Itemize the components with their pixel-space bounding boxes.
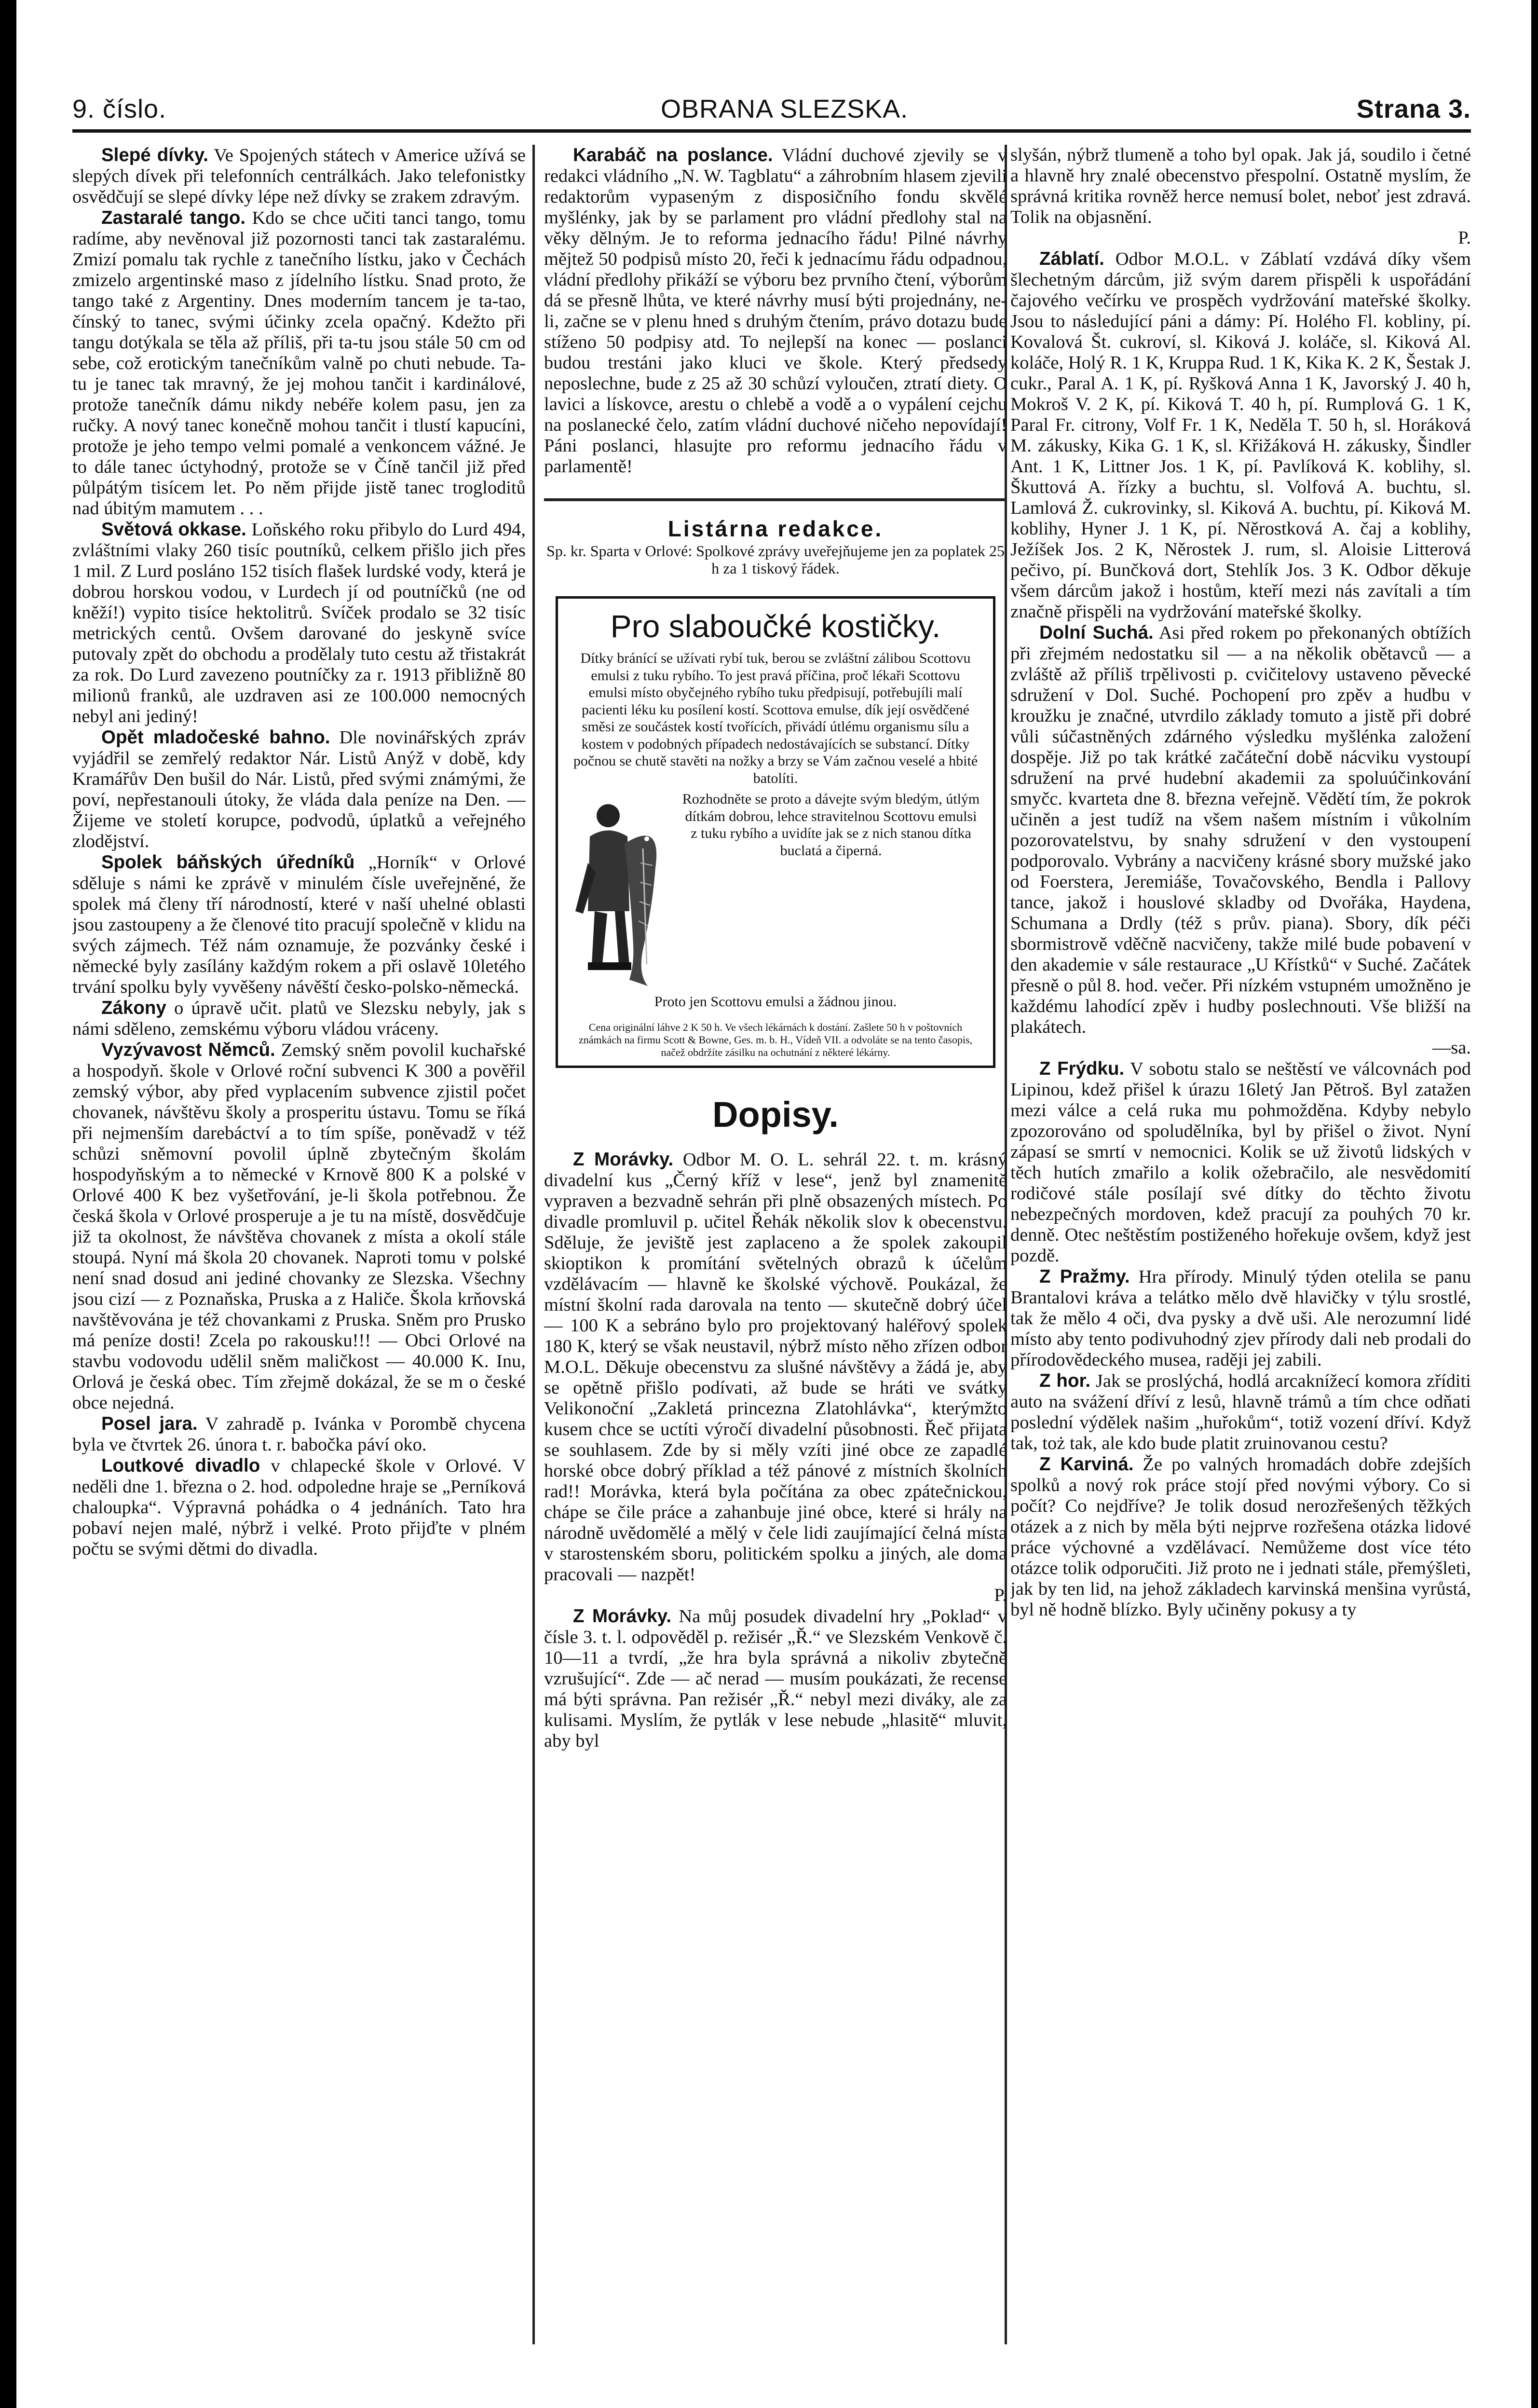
article	[72, 519, 526, 727]
article-headline: Karabáč na poslance.	[573, 145, 773, 165]
ad-illustration-row	[571, 791, 980, 993]
article-body: v chlapecké škole v Orlové. V neděli dne 1. března o 2. hod. odpoledne hraje se „Perníková chaloupka“. Výpravná pohádka o 4 jednáních. Tato hra pobaví nejen malé, nýbrž i velké. Proto přijďte v plném počtu se svými dětmi do divadla.	[72, 1456, 526, 1559]
article	[72, 852, 526, 998]
article-body: „Horník“ v Orlové sděluje s námi ke zprávě v minulém čísle uveřejněné, že spolek má členy tří národností, které v naší uhelné oblasti jsou zastoupeny a že členové tito pracují společně v klidu na svých zájmech. Též nám oznamuje, že pozvánky české i německé byly zasílány každým rokem a při oslavě 10letého trvání spolku byly vyvěšeny návěští česko-polsko-německá.	[72, 852, 526, 997]
article-headline: Zastaralé tango.	[101, 207, 246, 228]
article	[72, 1040, 526, 1413]
article-body: Asi před rokem po překonaných obtížích při zřejmém nedostatku sil — a na několik obětavců — a zvláště až příliš trpělivosti p. cvičitelovy ustaveno pěvecké sdružení v Dol. Suché. Pochopení pro zpěv a hudbu v kroužku je značné, utvrdilo základy tomuto a jistě při dobré vůli súčastněných zdárného výsledku myšlénka založení dospěje. Již po tak krátké začáteční době nácviku vystoupí sdružení na prvé hudební akademii za spoluúčinkování smyčc. kvarteta dne 8. března veřejně. Vědětí tím, že pokrok učiněn a jest tudíž na všem našem místním i vůkolním pozorovatelstvu, by snahy sdružení v den vystoupení podporovalo. Vybrány a nacvičeny krásné sbory mužské jako od Foerstera, Jeremiáše, Tovačovského, Bendla i Pallovy tance, jakož i houslové skladby od Dvořáka, Haydena, Schumana a Drdly (též s prův. piana). Sbory, dík péči sbormistrově vděčně nacvičeny, takže milé bude pobavení v den akademie v sále restaurace „U Křístků“ v Suché. Začátek přesně o půl 8. hod. večer. Při nízkém vstupném umožněno je každému lahodící zpěv i hudby poslechnouti. Vše bližší na plakátech.	[1010, 623, 1471, 1037]
article-body: slyšán, nýbrž tlumeně a toho byl opak. Jak já, soudilo i četné a hlavně hry znalé obecenstvo přespolní. Ostatně myslím, že správná kritika rovněž herce nemusí bolet, neboť jest zdravá. Tolik na objasnění.	[1010, 145, 1471, 227]
article-headline: Z Morávky.	[573, 1605, 672, 1627]
article-body: Odbor M. O. L. sehrál 22. t. m. krásný divadelní kus „Černý kříž v lese“, jenž byl znamenitě vypraven a bezvadně sehrán při plně obsazených místech. Po divadle promluvil p. učitel Řehák několik slov k obecenstvu. Sděluje, že jeviště jest zaplaceno a že spolek zakoupil skioptikon k promítání světelných obrazů k účelům vzdělávacím — hlavně ke školské výchově. Poukázal, že místní školní rada darovala na tento — skutečně dobrý účel — 100 K a sebráno bylo pro projektovaný haléřový spolek 180 K, který se však neustavil, nýbrž místo něho zřízen odbor M.O.L. Děkuje obecenstvu za slušné návštěvy a žádá je, aby se opětně přišlo podívati, až bude se hráti ve svátky Velikonoční „Zakletá princezna Zlatohlávka“, kterýmžto kusem chce se uctíti výročí divadelní působnosti. Řeč přijata se souhlasem. Zde by si měly vzíti jiné obce ze zapadlé horské obce dobrý příklad a též pánové z místních školních rad!! Morávka, která byla počítána za obec zpátečnickou, chápe se čile práce a zahanbuje jiné obce, které si hrály na národně uvědomělé a mělý v čele lidi zaujímající čelná místa v starostenském sboru, politickém spolku a jiných, ale doma pracovali — nazpět!	[544, 1149, 1007, 1585]
article-headline: Z Frýdku.	[1039, 1058, 1125, 1079]
ad-fine-print: Cena originální láhve 2 K 50 h. Ve všech lékárnách k dostání. Zašlete 50 h v poštovních známkách na firmu Scott & Bowne, Ges. m. b. H., Vídeň VII. a odvoláte se na tento časopis, načež obdržíte zásilku na ochutnání z některé lékárny.	[578, 1021, 973, 1058]
article	[1010, 1058, 1471, 1266]
article	[544, 1606, 1007, 1751]
article-headline: Světová okkase.	[101, 519, 246, 540]
ad-paragraph: Proto jen Scottovu emulsi a žádnou jinou.	[654, 994, 897, 1010]
article	[72, 1455, 526, 1560]
article	[1010, 1454, 1471, 1620]
advertisement-box	[556, 596, 995, 1068]
section-heading-dopisy: Dopisy.	[712, 1094, 839, 1135]
column-2	[544, 145, 1007, 2344]
article-body: Na můj posudek divadelní hry „Poklad“ v čísle 3. t. l. odpověděl p. režisér „Ř.“ ve Slezském Venkově č. 10—11 a tvrdí, „že hra byla správná a nikoliv zbytečně vzrušující“. Zde — ač nerad — musím poukázati, že recense má býti správna. Pan režisér „Ř.“ nebyl mezi diváky, ale za kulisami. Myslím, že pytlák v lese nebude „hlasitě“ mluvit, aby byl	[544, 1606, 1007, 1751]
article-body: Hra přírody. Minulý týden otelila se panu Brantalovi kráva a telátko mělo dvě hlavičky v týlu srostlé, tak že mělo 4 oči, dva pysky a dvě uši. Ale nerozumní lidé místo aby tento podivuhodný zjev přírody dali neb prodali do přírodovědeckého musea, raději jej zabili.	[1010, 1267, 1471, 1370]
ad-headline: Pro slaboučké kostičky.	[610, 608, 941, 644]
article-headline: Posel jara.	[101, 1413, 198, 1434]
listarna-note: Sp. kr. Sparta v Orlové: Spolkové zprávy uveřejňujeme jen za poplatek 25 h za 1 tiskový řádek.	[546, 542, 1005, 577]
scan-edge-right	[1531, 0, 1538, 2408]
issue-number: 9. číslo.	[72, 95, 167, 123]
ad-paragraph: Dítky bránící se užívati rybí tuk, berou se zvláštní zálibou Scottovu emulsi z tuku rybího. To jest pravá příčina, proč lékaři Scottovu emulsi místo obyčejného rybího tuku předpisují, potřebujíli malí pacienti léku ku posílení kostí. Scottova emulse, dík její osvědčené směsi ze součástek kostí tvořících, přivádí útlému organismu sílu a kostem v podobných případech nedostávajících se substancí. Dítky počnou se chutě stavěti na nožky a brzy se Vám začnou veselé a hbité batolíti.	[573, 650, 978, 786]
section-rule	[544, 498, 1007, 501]
article-signature: —sa.	[1432, 1038, 1471, 1058]
column-divider	[532, 145, 535, 2344]
header-rule	[72, 129, 1471, 133]
fisherman-with-fish-illustration	[571, 791, 681, 993]
article-headline: Z Pražmy.	[1039, 1266, 1130, 1287]
article-signature: P.	[1458, 228, 1471, 248]
article-continuation	[1010, 145, 1471, 228]
article-signature: P.	[994, 1585, 1007, 1605]
article-body: Dle novinářských zpráv vyjádřil se zemřelý redaktor Nár. Listů Anýž v době, kdy Kramářův Den bušil do Nár. Listů, před svými známými, že poví, nepřestanouli útoky, že vláda dala peníze na Den. — Žijeme ve století korupce, podvodů, úplatků a veřejného zlodějství.	[72, 727, 526, 851]
article-body: V sobotu stalo se neštěstí ve válcovnách pod Lipinou, kdež přišel k úrazu 16letý Jan Pětroš. Byl zatažen mezi válce a celá ruka mu pohmožděna. Kdyby nebylo zpozorováno od spoludělníka, byl by přišel o život. Nyní zápasí se smrtí v nemocnici. Kolik se už životů lidských v těch hutích zmařilo a kolik ožebračilo, ale nesvědomití rodičové stále posílají své dítky do těchto životu nebezpečných mordoven, kdež pracují za pouhých 70 kr. denně. Otec neštěstím postiženého hořekuje ovšem, když jest pozdě.	[1010, 1059, 1471, 1266]
newspaper-title: OBRANA SLEZSKA.	[661, 95, 909, 123]
article-headline: Vyzývavost Němců.	[101, 1040, 275, 1060]
article	[544, 1149, 1007, 1585]
article	[1010, 248, 1471, 622]
article	[1010, 1266, 1471, 1370]
article-body: Kdo se chce učiti tanci tango, tomu radíme, aby nevěnoval již pozornosti tanci tak zastaralému. Zmizí pomalu tak rychle z tanečního lístku, jako v Čechách zmizelo argentinské maso z jídelního lístku. Snad proto, že tango také z Argentiny. Dnes moderním tancem je ta-tao, čínský to tanec, svými účinky zcela opačný. Kdežto při tangu dotýkala se těla až příliš, při ta-tu jsou stále 50 cm od sebe, což erotickým tanečníkům valně po chuti nebude. Ta-tu je tanec tak mravný, že jej mohou tančit i kardinálové, protože tanečník dámu nikdy nebéře kolem pasu, jen za ručky. A nový tanec konečně mohou tančit i tlustí kapucíni, protože je jeho tempo velmi pomalé a venkoncem vážné. Je to dále tanec úctyhodný, protože se v Číně tančil již před půlpátým tisícem let. Po něm přijde jistě tanec trogloditů nad úbitým mamutem . . .	[72, 208, 526, 519]
section-heading-listarna: Listárna redakce.	[667, 516, 884, 541]
article	[72, 998, 526, 1040]
article-body: Loňského roku přibylo do Lurd 494, zvláštními vlaky 260 tisíc poutníků, celkem přišlo jich přes 1 mil. Z Lurd posláno 152 tisích flašek lurdské vody, která je dobrou horskou vodou, v Lurdech jí od poutníčků (ne od kněží!) vypito tisíce hektolitrů. Svíček prodalo se 32 tisíc metrických centů. Ovšem darované do jeskyně svíce putovaly zpět do obchodu a prodělaly tuto cestu až třistakrát za rok. Do Lurd zavezeno poutníčky za r. 1913 přibližně 80 milionů franků, ale uzdraven asi ze 100.000 nemocných nebyl ani jediný!	[72, 520, 526, 726]
scan-edge-left	[0, 0, 16, 2408]
article-headline: Z Karviná.	[1039, 1454, 1134, 1475]
ad-paragraph: Rozhodněte se proto a dávejte svým bledým, útlým dítkám dobrou, lehce stravitelnou Scottovu emulsi z tuku rybího a uvidíte jak se z nich stanou dítka buclatá a čiperná.	[682, 791, 980, 859]
article-body: Že po valných hromadách dobře zdejších spolků a nový rok práce stojí před novými výbory. Co si počít? Co nejdříve? Je tolik dosud nerozřešených těžkých otázek a z nich by měla býti nejprve rozřešena otázka lidové práce výchovné a vzdělávací. Nemůžeme dost více této otázce tolik odporučiti. Již proto ne i jednati stále, přemýšleti, jak by ten lid, na jehož základech karvinská menšina vyrůstá, byl ně hodně blízko. Byly učiněny pokusy a ty	[1010, 1454, 1471, 1620]
page-header	[72, 94, 1471, 123]
article-headline: Z hor.	[1039, 1370, 1091, 1391]
article-body: Jak se proslýchá, hodlá arcaknížecí komora zříditi auto na svážení dříví z lesů, hlavně trámů a tím chce odňati poslední výdělek našim „huřokům“, totiž vození dříví. Když tak, toż tak, ale kdo bude platit zruinovanou cestu?	[1010, 1371, 1471, 1453]
article-body: Odbor M.O.L. v Záblatí vzdává díky všem šlechetným dárcům, již svým darem přispěli k uspořádání čajového večírku ve prospěch vydržování mateřské školky. Jsou to následující páni a dámy: Pí. Holého Fl. kobliny, pí. Kovalová Št. cukroví, sl. Kiková J. koláče, sl. Kiková Al. koláče, Holý R. 1 K, Kruppa Rud. 1 K, Kika K. 2 K, Šestak J. cukr., Paral A. 1 K, pí. Ryšková Anna 1 K, Javorský J. 40 h, Mokroš V. 2 K, pí. Kiková T. 40 h, pí. Rumplová G. 1 K, Paral Fr. citrony, Volf Fr. 1 K, Neděla T. 50 h, sl. Horáková M. zákusky, Kika G. 1 K, sl. Křižáková H. zákusky, Šindler Ant. 1 K, Littner Jos. 1 K, pí. Pavlíková K. koblihy, sl. Škuttová A. řízky a buchtu, sl. Volfová A. buchtu, sl. Lamlová Ž. cukrovinky, sl. Kiková A. buchtu, pí. Kiková M. koblihy, Hyner J. 1 K, pí. Něrostková A. čaj a koblihy, Ježíšek Jos. 2 K, Něrostek J. rum, sl. Aloisie Litterová pečivo, pí. Bunčková dort, Stehlík Jos. 3 K. Odbor děkuje všem dárcům jakož i hostům, kteří mezi nás zavítali a tím značně přispěli na vydržování mateřské školky.	[1010, 249, 1471, 622]
article-body: o úpravě učit. platů ve Slezsku nebyly, jak s námi sděleno, zemskému výboru vládou vráceny.	[72, 998, 526, 1039]
article-body: Zemský sněm povolil kuchařské a hospodyň. škole v Orlové roční subvenci K 300 a pověřil zemský výbor, aby před vyplacením subvence zjistil počet chovanek, návštěvu školy a prosperitu ústavu. Tomu se říká při nejmenším darebáctví a to tím spíše, poněvadž v též schůzi sněmovní povolil úplně zbytečným školám hospodyňským a to německé v Krnově 800 K a polské v Orlové 400 K bez vyšetřování, je-li škola potřebnou. Že česká škola v Orlové prosperuje a je tu na místě, dosvědčuje již ta okolnost, že návštěva chovanek z místa a okolí stále stoupá. Nyní má škola 20 chovanek. Naproti tomu v polské není snad dosud ani jediné chovanky ze Slezska. Všechny jsou cizí — z Poznaňska, Pruska a z Haliče. Škola krňovská navštěvována je též chovankami z Pruska. Sněm pro Prusko má peníze dosti! Zcela po rakousku!!! — Obci Orlové na stavbu vodovodu udělil sněm maličkost — 40.000 K. Inu, Orlová je česká obec. Tím zřejmě dokázal, že se m o české obce nejedná.	[72, 1040, 526, 1413]
article-headline: Loutkové divadlo	[101, 1455, 260, 1476]
page-number: Strana 3.	[1356, 95, 1471, 123]
article	[72, 145, 526, 207]
article	[72, 727, 526, 852]
article-headline: Z Morávky.	[573, 1149, 674, 1170]
column-3	[1010, 145, 1471, 2344]
article	[72, 1413, 526, 1455]
article-headline: Slepé dívky.	[101, 145, 209, 165]
article-body: Vládní duchové zjevily se v redakci vládního „N. W. Tagblatu“ a záhrobním hlasem zjevili redaktorům vypaseným z disposičního fondu skvělé myšlénky, jak by se parlament pro vládní předlohy stal na věky dělným. Je to reforma jednacího řádu! Pilné návrhy mějtež 50 podpisů místo 20, řeči k jednacímu řádu odpadnou, vládní předlohy přikáží se výboru bez prvního čtení, výborům dá se přesně lhůta, ve které návrhy musí býti projednány, ne-li, začne se v plenu hned s druhým čtením, právo dotazu bude stíženo 50 podpisy atd. To nejlepší na konec — poslanci budou trestáni jako kluci ve škole. Který předsedy neposlechne, bude z 25 až 30 schůzí vyloučen, ztratí diety. O lavici a lískovce, arestu o chlebě a vodě a o vypálení cejchu na poslanecké čelo, zatím vládní duchové ničeho nepovídají! Páni poslanci, hlasujte pro reformu jednacího řádu v parlamentě!	[544, 145, 1007, 477]
article	[1010, 1370, 1471, 1454]
article-body: Ve Spojených státech v Americe užívá se slepých dívek při telefonních centrálkách. Jako telefonistky osvědčují se slepé dívky lépe než dívky se zrakem zdravým.	[72, 145, 526, 207]
article-headline: Dolní Suchá.	[1039, 622, 1154, 643]
article-headline: Spolek báňských úředníků	[101, 852, 355, 873]
article	[1010, 622, 1471, 1038]
column-1	[72, 145, 526, 2344]
article-headline: Zákony	[101, 998, 166, 1018]
article	[544, 145, 1007, 477]
article-headline: Záblatí.	[1039, 248, 1104, 269]
article-body: V zahradě p. Ivánka v Porombě chycena byla ve čtvrtek 26. února t. r. babočka páví oko.	[72, 1414, 526, 1455]
article-headline: Opět mladočeské bahno.	[101, 727, 330, 748]
article	[72, 207, 526, 519]
